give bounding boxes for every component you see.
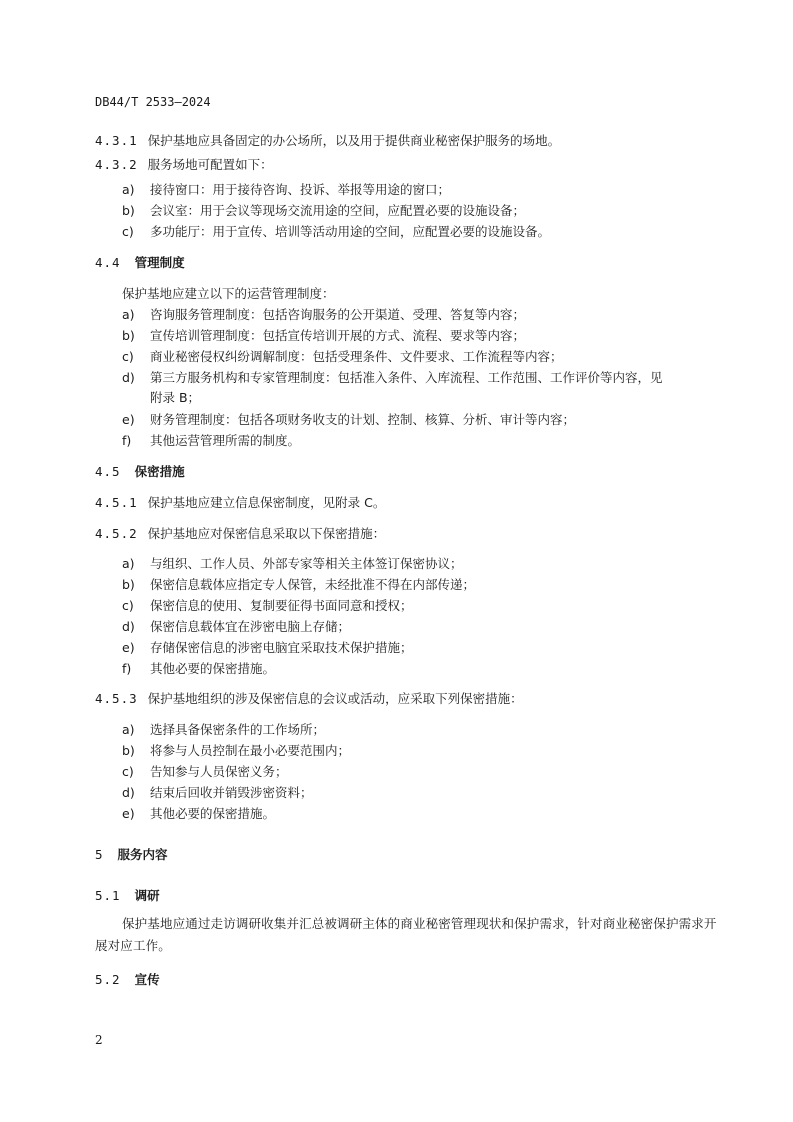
section-heading-5-1 [95, 886, 160, 904]
list-item-text: 将参与人员控制在最小必要范围内； [150, 743, 351, 758]
clause-number: 4.5.3 [95, 691, 138, 706]
list-marker: a) [122, 556, 135, 571]
list-marker: c) [122, 349, 134, 364]
list-item-text: 接待窗口：用于接待咨询、投诉、举报等用途的窗口； [150, 182, 451, 197]
list-item-text: 告知参与人员保密义务； [150, 764, 288, 779]
list-item-text: 宣传培训管理制度：包括宣传培训开展的方式、流程、要求等内容； [150, 328, 526, 343]
section-number: 5.1 [95, 888, 121, 903]
list-marker: b) [122, 577, 135, 592]
list-item [122, 617, 350, 635]
list-marker: d) [122, 785, 135, 800]
list-marker: b) [122, 203, 135, 218]
list-item-text: 保密信息的使用、复制要征得书面同意和授权； [150, 598, 413, 613]
list-marker: e) [122, 412, 135, 427]
list-item [122, 638, 413, 656]
clause-text: 服务场地可配置如下： [147, 157, 273, 172]
list-item [122, 762, 288, 780]
section-paragraph: 保护基地应通过走访调研收集并汇总被调研主体的商业秘密管理现状和保护需求，针对商业秘密保护需求开展对应工作。 [95, 916, 717, 953]
clause-4-5-3 [95, 689, 523, 707]
list-marker: e) [122, 806, 135, 821]
clause-number: 4.3.1 [95, 133, 138, 148]
list-item [122, 305, 525, 323]
section-title: 保密措施 [134, 464, 185, 479]
list-item-text: 保密信息载体应指定专人保管，未经批准不得在内部传递； [150, 577, 476, 592]
clause-text: 保护基地应对保密信息采取以下保密措施： [147, 526, 386, 541]
section-heading-5-2 [95, 970, 160, 988]
clause-number: 4.3.2 [95, 157, 138, 172]
section-number: 5.2 [95, 972, 121, 987]
list-item [122, 410, 575, 428]
list-item [122, 596, 413, 614]
list-item [122, 347, 563, 365]
clause-text: 保护基地应具备固定的办公场所，以及用于提供商业秘密保护服务的场地。 [147, 133, 561, 148]
section-heading-5 [95, 845, 168, 863]
list-item-text: 保密信息载体宜在涉密电脑上存储； [150, 619, 351, 634]
list-item-text: 其他运营管理所需的制度。 [150, 433, 301, 448]
list-marker: c) [122, 224, 134, 239]
list-item [122, 554, 463, 572]
page-number: 2 [95, 1033, 103, 1047]
section-title: 管理制度 [134, 255, 185, 270]
list-item [122, 326, 525, 344]
list-marker: a) [122, 722, 135, 737]
clause-text: 保护基地应建立信息保密制度，见附录 C。 [147, 495, 386, 510]
list-item [122, 180, 450, 198]
list-item [122, 783, 313, 801]
list-marker: d) [122, 370, 135, 385]
section-number: 4.4 [95, 255, 121, 270]
list-item-text: 其他必要的保密措施。 [150, 661, 276, 676]
section-heading-4-5 [95, 462, 185, 480]
list-item-text: 其他必要的保密措施。 [150, 806, 276, 821]
list-item-text: 财务管理制度：包括各项财务收支的计划、控制、核算、分析、审计等内容； [150, 412, 576, 427]
list-item [122, 575, 475, 593]
list-item [122, 804, 275, 822]
section-number: 4.5 [95, 464, 121, 479]
list-marker: a) [122, 182, 135, 197]
list-marker: f) [122, 661, 132, 676]
list-marker: c) [122, 598, 134, 613]
clause-4-3-1 [95, 131, 560, 149]
section-heading-4-4 [95, 253, 185, 271]
list-item-text: 会议室：用于会议等现场交流用途的空间，应配置必要的设施设备； [150, 203, 526, 218]
list-item-text: 多功能厅：用于宣传、培训等活动用途的空间，应配置必要的设施设备。 [150, 224, 551, 239]
list-marker: a) [122, 307, 135, 322]
clause-text: 保护基地组织的涉及保密信息的会议或活动，应采取下列保密措施： [147, 691, 523, 706]
section-intro: 保护基地应建立以下的运营管理制度： [122, 286, 335, 301]
list-item-text: 存储保密信息的涉密电脑宜采取技术保护措施； [150, 640, 413, 655]
clause-number: 4.5.1 [95, 495, 138, 510]
section-title: 宣传 [134, 972, 160, 987]
clause-number: 4.5.2 [95, 526, 138, 541]
list-item-text: 咨询服务管理制度：包括咨询服务的公开渠道、受理、答复等内容； [150, 307, 526, 322]
clause-4-3-2 [95, 155, 273, 173]
clause-4-5-2 [95, 524, 385, 542]
list-item-text: 选择具备保密条件的工作场所； [150, 722, 326, 737]
list-item [122, 741, 350, 759]
list-marker: b) [122, 743, 135, 758]
section-number: 5 [95, 847, 104, 862]
list-item [122, 368, 663, 386]
document-header-id: DB44/T 2533—2024 [95, 95, 211, 109]
clause-4-5-1 [95, 493, 385, 511]
list-item [122, 201, 525, 219]
section-title: 服务内容 [117, 847, 168, 862]
list-marker: e) [122, 640, 135, 655]
list-item-continuation: 附录 B； [150, 390, 201, 405]
section-title: 调研 [134, 888, 160, 903]
list-item [122, 659, 275, 677]
list-item-text: 第三方服务机构和专家管理制度：包括准入条件、入库流程、工作范围、工作评价等内容，见 [150, 370, 663, 385]
list-item-text: 结束后回收并销毁涉密资料； [150, 785, 313, 800]
list-marker: c) [122, 764, 134, 779]
list-item-text: 与组织、工作人员、外部专家等相关主体签订保密协议； [150, 556, 463, 571]
list-marker: b) [122, 328, 135, 343]
list-item [122, 222, 550, 240]
list-marker: d) [122, 619, 135, 634]
list-item [122, 720, 325, 738]
list-item-text: 商业秘密侵权纠纷调解制度：包括受理条件、文件要求、工作流程等内容； [150, 349, 563, 364]
list-marker: f) [122, 433, 132, 448]
list-item [122, 431, 300, 449]
